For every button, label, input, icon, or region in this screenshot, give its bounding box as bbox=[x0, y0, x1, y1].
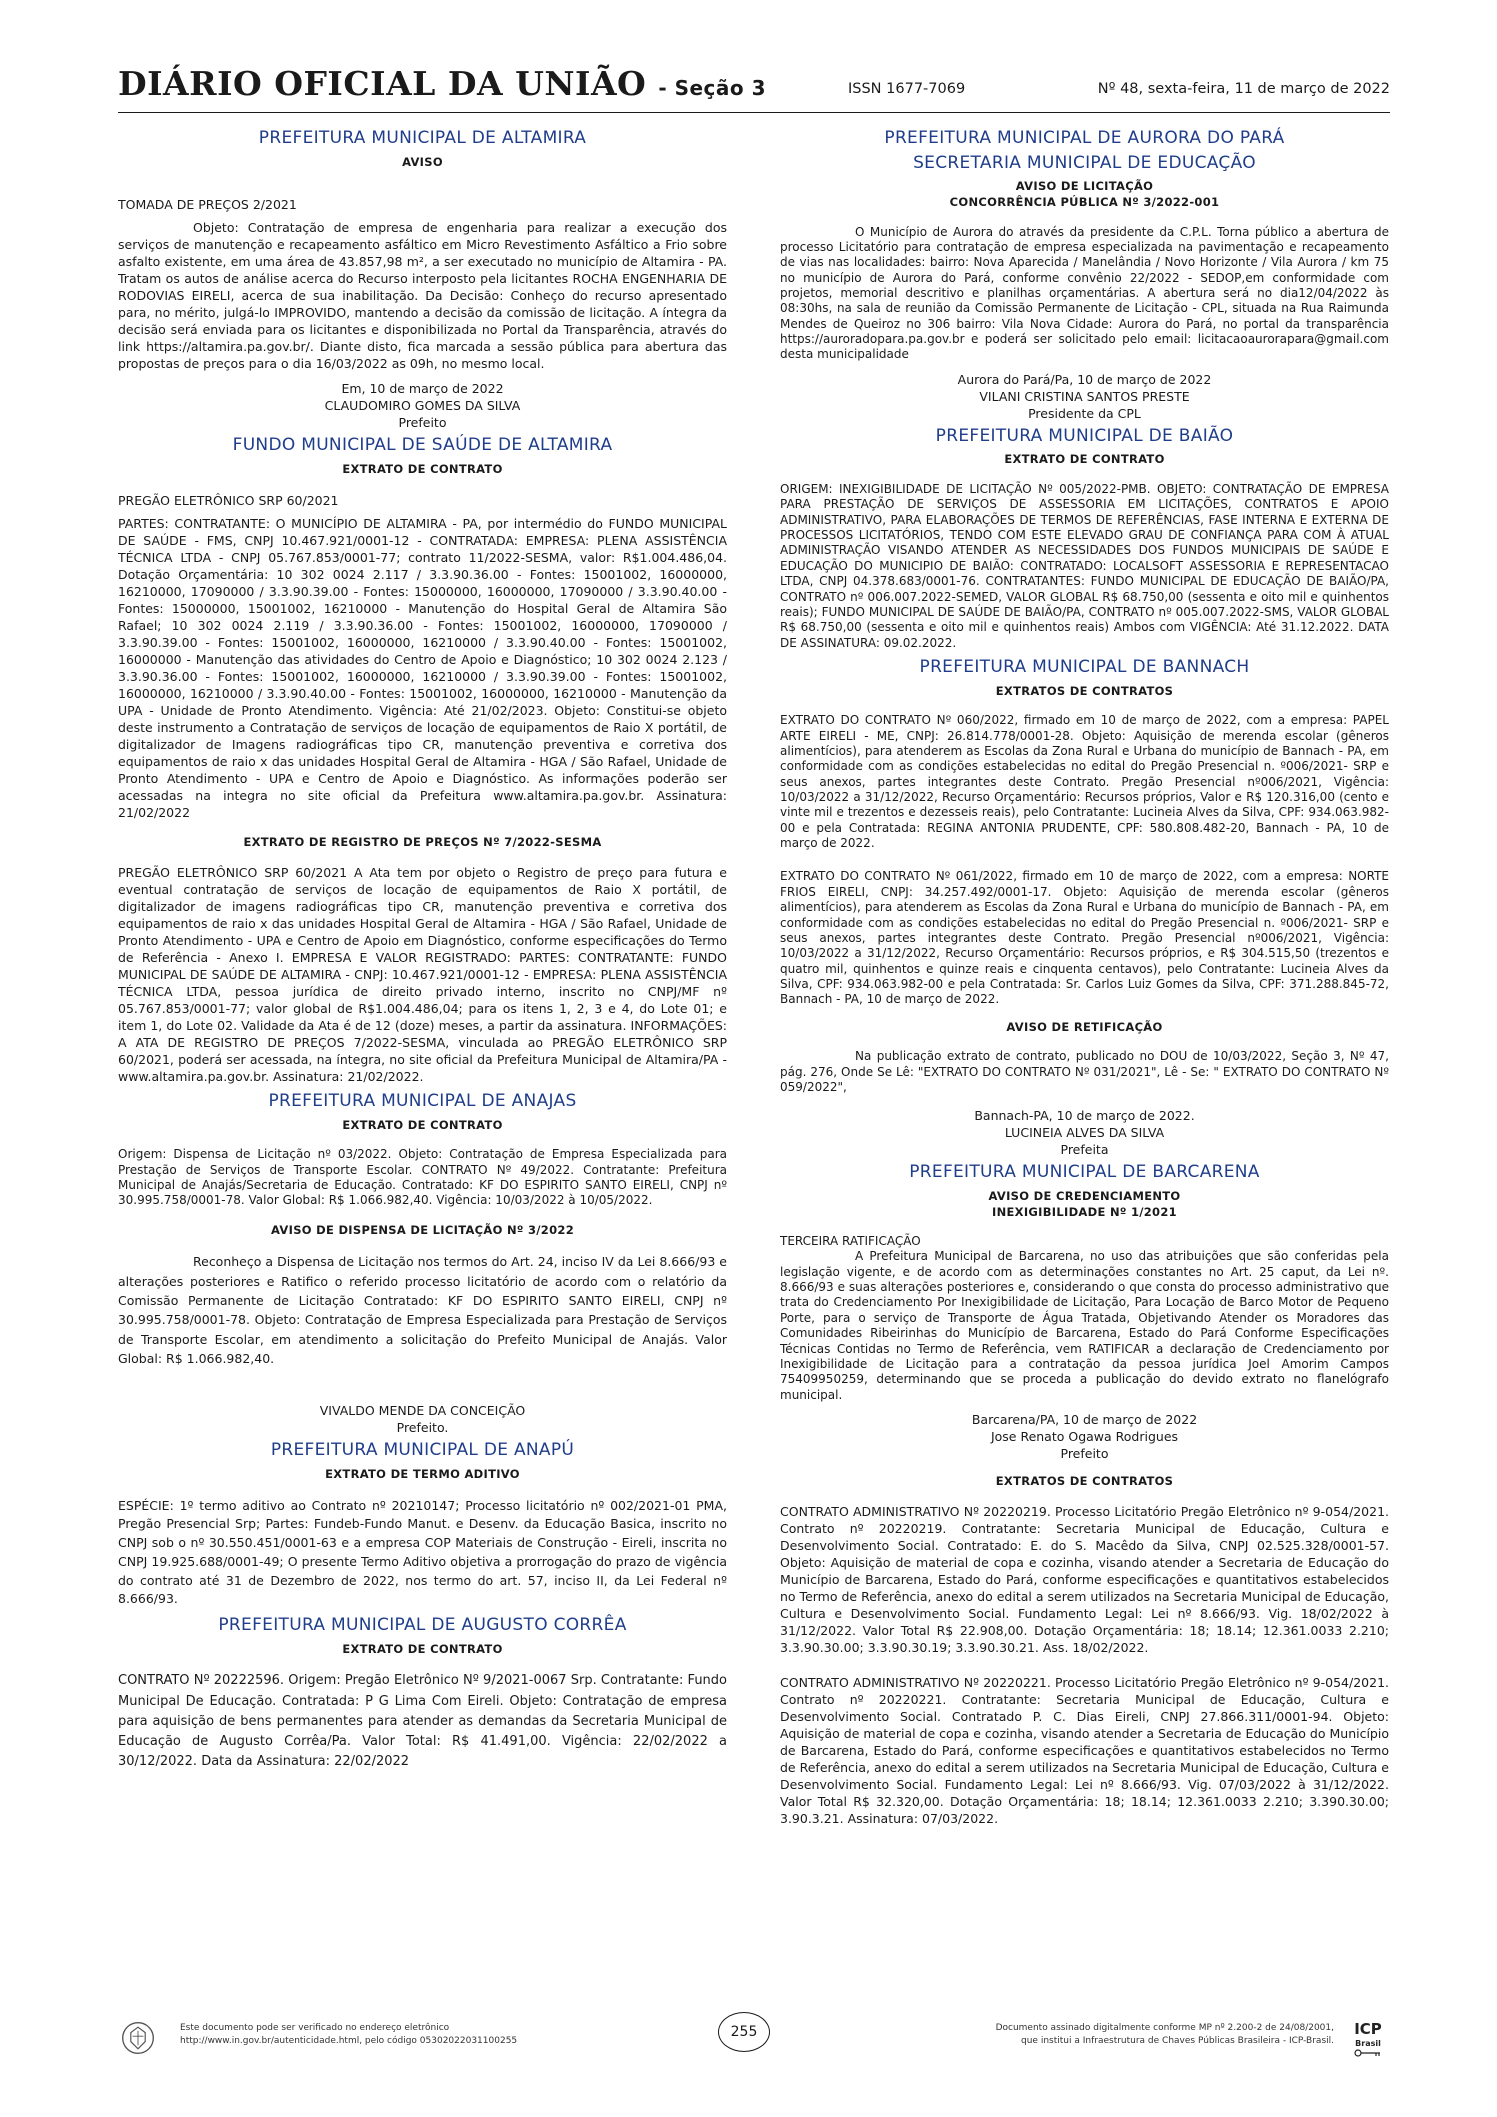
org-heading: PREFEITURA MUNICIPAL DE BAIÃO bbox=[935, 425, 1234, 446]
signature-block: VIVALDO MENDE DA CONCEIÇÃO Prefeito. bbox=[319, 1403, 526, 1436]
paragraph: TERCEIRA RATIFICAÇÃO bbox=[780, 1234, 921, 1249]
org-heading: PREFEITURA MUNICIPAL DE AUGUSTO CORRÊA bbox=[218, 1615, 627, 1636]
notice-subtitle: AVISO DE DISPENSA DE LICITAÇÃO Nº 3/2022 bbox=[271, 1222, 574, 1237]
notice-augusto-correa bbox=[118, 1615, 727, 1772]
right-column bbox=[780, 124, 1389, 1984]
page-footer bbox=[118, 2012, 1390, 2082]
org-heading: PREFEITURA MUNICIPAL DE ANAPÚ bbox=[270, 1440, 575, 1461]
notice-subtitle: EXTRATO DE CONTRATO bbox=[342, 1117, 503, 1132]
notice-subtitle: EXTRATO DE REGISTRO DE PREÇOS Nº 7/2022-SESMA bbox=[243, 834, 602, 849]
org-heading: PREFEITURA MUNICIPAL DE ANAJAS bbox=[268, 1091, 577, 1112]
notice-subtitle: AVISO DE RETIFICAÇÃO bbox=[1006, 1019, 1163, 1034]
notice-subtitle: AVISO bbox=[402, 154, 443, 169]
issue-date: Nº 48, sexta-feira, 11 de março de 2022 bbox=[1097, 81, 1390, 97]
notice-aurora-do-para bbox=[780, 128, 1389, 422]
notice-subtitle: CONCORRÊNCIA PÚBLICA Nº 3/2022-001 bbox=[949, 194, 1220, 209]
paragraph: CONTRATO ADMINISTRATIVO Nº 20220221. Processo Licitatório Pregão Eletrônico nº 9-054/2021. Contrato nº 20220221. Contratante: Secretaria Municipal de Educação, Cultura e Desenvolvimento Social. Contratado P. C. Dias Eireli, CNPJ 27.866.311/0001-94. Objeto: Aquisição de material de copa e cozinha, visando atender a Secretaria de Educação do Município de Barcarena, Estado do Pará, conforme especificações e quantitativos estabelecidos no Termo de Referência, anexo do edital a serem utilizados na Secretaria Municipal de Educação, Cultura e Desenvolvimento Social. Fundamento Legal: Lei nº 8.666/93. Vig. 07/03/2022 à 31/12/2022. Valor Total R$ 32.320,00. Dotação Orçamentária: 18; 18.14; 12.361.0033 2.210; 3.390.30.00; 3.90.3.21. Assinatura: 07/03/2022. bbox=[780, 1675, 1389, 1827]
org-heading: PREFEITURA MUNICIPAL DE ALTAMIRA bbox=[258, 128, 587, 148]
notice-subtitle: EXTRATO DE CONTRATO bbox=[342, 1641, 503, 1656]
notice-subtitle: AVISO DE LICITAÇÃO bbox=[1015, 179, 1154, 194]
paragraph: EXTRATO DO CONTRATO Nº 061/2022, firmado em 10 de março de 2022, com a empresa: NORTE FRIOS EIRELI, CNPJ: 34.257.492/0001-17. Objeto: Aquisição de merenda escolar (gêneros alimentícios), para atenderem as Escolas da Zona Rural e Urbana do município de Bannach - PA, em conformidade com as condições estabelecidas no edital do Pregão Presencial n. º006/2021- SRP e seus anexos, partes integrantes deste Contrato. Pregão Presencial nº006/2021, Vigência: 10/03/2022 a 31/12/2022, Recurso Orçamentário: Recursos próprios, e R$ 304.515,50 (trezentos e quatro mil, quinhentos e quinze reais e cinquenta centavos), pelo Contratante: Lucineia Alves da Silva, CPF: 934.063.982-00 e pela Contratada: Sr. Carlos Luiz Gomes da Silva, CPF: 371.288.845-72, Bannach - PA, 10 de março de 2022. bbox=[780, 869, 1389, 1007]
org-subheading: SECRETARIA MUNICIPAL DE EDUCAÇÃO bbox=[913, 152, 1256, 173]
notice-anapu bbox=[118, 1440, 727, 1609]
coat-of-arms-icon bbox=[120, 2020, 156, 2056]
header-rule bbox=[118, 112, 1390, 113]
icp-brasil-logo-icon bbox=[1346, 2016, 1390, 2060]
paragraph: PARTES: CONTRATANTE: O MUNICÍPIO DE ALTAMIRA - PA, por intermédio do FUNDO MUNICIPAL DE SAÚDE - FMS, CNPJ 10.467.921/0001-12 - CONTRATADA: EMPRESA: PLENA ASSISTÊNCIA TÉCNICA LTDA - CNPJ 05.767.853/0001-77; contrato 11/2022-SESMA, valor: R$1.004.486,04. Dotação Orçamentária: 10 302 0024 2.117 / 3.3.90.36.00 - Fontes: 15001002, 16000000, 16210000, 17090000 / 3.3.90.39.00 - Fontes: 15000000, 16000000, 17090000 / 3.3.90.40.00 - Fontes: 15000000, 15001002, 16210000 - Manutenção do Hospital Geral de Altamira São Rafael; 10 302 0024 2.119 / 3.3.90.36.00 - Fontes: 15001002, 16000000, 17090000 / 3.3.90.39.00 - Fontes: 15001002, 16000000, 16210000 / 3.3.90.40.00 - Fontes: 15001002, 16000000 - Manutenção das atividades do Centro de Apoio e Diagnóstico; 10 302 0024 2.123 / 3.3.90.36.00 - Fontes: 15001002, 16000000, 16210000 / 3.3.90.39.00 - Fontes: 15001002, 16000000, 16210000 / 3.3.90.40.00 - Fontes: 15001002, 16000000, 16210000 - Manutenção da UPA - Unidade de Pronto Atendimento. Vigência: Até 21/02/2023. Objeto: Constitui-se objeto deste instrumento a Contratação de serviços de locação de equipamentos de Raio X portátil, de digitalizador de Imagens radiográficas tipo CR, manutenção preventiva e corretiva dos equipamentos de raio x das unidades Hospital Geral de Altamira - HGA / São Rafael, Unidade de Pronto Atendimento - UPA e Centro de Apoio e Diagnóstico. As informações poderão ser acessadas na integra no site oficial da Prefeitura www.altamira.pa.gov.br. Assinatura: 21/02/2022 bbox=[118, 515, 727, 820]
verification-note: Este documento pode ser verificado no endereço eletrônico http://www.in.gov.br/autenticidade.html, pelo código 05302022031100255 bbox=[180, 2023, 518, 2047]
paragraph: PREGÃO ELETRÔNICO SRP 60/2021 A Ata tem por objeto o Registro de preço para futura e eventual contratação de serviços de locação de equipamentos de Raio X portátil, de digitalizador de imagens radiográficas tipo CR, manutenção preventiva e corretiva dos equipamentos de raio x das unidades Hospital Geral de Altamira - HGA / São Rafael, Unidade de Pronto Atendimento - UPA e Centro de Apoio em Diagnóstico, conforme especificações do Termo de Referência - Anexo I. EMPRESA E VALOR REGISTRADO: PARTES: CONTRATANTE: FUNDO MUNICIPAL DE SAÚDE DE ALTAMIRA - CNPJ: 10.467.921/0001-12 - EMPRESA: PLENA ASSISTÊNCIA TÉCNICA LTDA, pessoa jurídica de direito privado interno, inscrito no CNPJ/MF nº 05.767.853/0001-77; valor global de R$1.004.486,04; para os itens 1, 2, 3 e 4, do Lote 01; e item 1, do Lote 02. Validade da Ata é de 12 (doze) meses, a partir da assinatura. INFORMAÇÕES: A ATA DE REGISTRO DE PREÇOS 7/2022-SESMA, vinculada ao PREGÃO ELETRÔNICO SRP 60/2021, poderá ser acessada, na íntegra, no site oficial da Prefeitura Municipal de Altamira/PA - www.altamira.pa.gov.br. Assinatura: 21/02/2022. bbox=[118, 865, 727, 1085]
notice-fms-altamira bbox=[118, 435, 727, 1085]
signature-block: Barcarena/PA, 10 de março de 2022 Jose Renato Ogawa Rodrigues Prefeito bbox=[971, 1411, 1198, 1461]
org-heading: PREFEITURA MUNICIPAL DE AURORA DO PARÁ bbox=[884, 128, 1285, 148]
digital-signature-note: Documento assinado digitalmente conforme MP nº 2.200-2 de 24/08/2001, que institui a Infraestrutura de Chaves Públicas Brasileira - ICP-Brasil. bbox=[995, 2023, 1334, 2047]
notice-baiao bbox=[780, 426, 1389, 651]
org-heading: PREFEITURA MUNICIPAL DE BANNACH bbox=[919, 656, 1250, 677]
notice-subtitle: EXTRATO DE CONTRATO bbox=[1004, 452, 1165, 467]
signature-block: Bannach-PA, 10 de março de 2022. LUCINEIA ALVES DA SILVA Prefeita bbox=[974, 1108, 1195, 1158]
paragraph: ESPÉCIE: 1º termo aditivo ao Contrato nº 20210147; Processo licitatório nº 002/2021-01 PMA, Pregão Presencial Srp; Partes: Fundeb-Fundo Manut. e Desenv. da Educação Basica, inscrito no CNPJ sob o nº 30.550.451/0001-63 e a empresa COP Materiais de Construção - Eireli, inscrita no CNPJ 19.925.688/0001-49; O presente Termo Aditivo objetiva a prorrogação do prazo de vigência do contrato até 31 de Dezembro de 2022, nos termo do art. 57, inciso II, da Lei Federal nº 8.666/93. bbox=[118, 1497, 727, 1607]
notice-subtitle: EXTRATOS DE CONTRATOS bbox=[995, 683, 1174, 698]
svg-text:ICP: ICP bbox=[1354, 2020, 1382, 2038]
notice-subtitle: AVISO DE CREDENCIAMENTO bbox=[988, 1188, 1181, 1203]
notice-barcarena bbox=[780, 1162, 1389, 1827]
journal-title: DIÁRIO OFICIAL DA UNIÃO - Seção 3 bbox=[118, 64, 767, 103]
paragraph: TOMADA DE PREÇOS 2/2021 bbox=[118, 197, 297, 213]
svg-text:Brasil: Brasil bbox=[1355, 2039, 1381, 2048]
paragraph: Objeto: Contratação de empresa de engenharia para realizar a execução dos serviços de manutenção e recapeamento asfáltico em Micro Revestimento Asfáltico a Frio sobre asfalto existente, em uma área de 43.857,98 m², a ser executado no município de Altamira - PA. Tratam os autos de análise acerca do Recurso interposto pela licitantes ROCHA ENGENHARIA DE RODOVIAS EIRELI, acerca de sua inabilitação. Da Decisão: Conheço do recurso apresentado para, no mérito, julgá-lo IMPROVIDO, mantendo a decisão da comissão de licitação. A íntegra da decisão será enviada para os licitantes e disponibilizada no Portal da Transparência, através do link https://altamira.pa.gov.br/. Diante disto, fica marcada a sessão pública para abertura das propostas de preços para o dia 16/03/2022 as 09h, no mesmo local. bbox=[118, 220, 727, 372]
paragraph: EXTRATO DO CONTRATO Nº 060/2022, firmado em 10 de março de 2022, com a empresa: PAPEL ARTE EIRELI - ME, CNPJ: 26.814.778/0001-28. Objeto: Aquisição de merenda escolar (gêneros alimentícios), para atenderem as Escolas da Zona Rural e Urbana do município de Bannach - PA, em conformidade com as condições estabelecidas no edital do Pregão Presencial n. º006/2021- SRP e seus anexos, partes integrantes deste Contrato. Pregão Presencial nº006/2021, Vigência: 10/03/2022 a 31/12/2022, Recurso Orçamentário: Recursos próprios, Valor e R$ 120.316,00 (cento e vinte mil e trezentos e dezesseis reais), pelo Contratante: Lucineia Alves da Silva, CPF: 934.063.982-00 e pela Contratada: REGINA ANTONIA PRUDENTE, CPF: 580.808.482-20, Bannach - PA, 10 de março de 2022. bbox=[780, 713, 1389, 851]
paragraph: PREGÃO ELETRÔNICO SRP 60/2021 bbox=[118, 492, 339, 508]
paragraph: A Prefeitura Municipal de Barcarena, no uso das atribuições que são conferidas pela legislação vigente, e de acordo com as determinações constantes no Art. 25 caput, da Lei nº. 8.666/93 e suas alterações posteriores e, considerando o que consta do processo administrativo que trata do Credenciamento Por Inexigibilidade de Licitação, Para Locação de Barco Motor de Pequeno Porte, para o serviço de Transporte de Água Tratada, Objetivando Atender os Moradores das Comunidades Ribeirinhas do Município de Barcarena, Estado do Pará Conforme Especificações Técnicas Contidas no Termo de Referência, vem RATIFICAR a declaração de Credenciamento por Inexigibilidade de Licitação para a contratação da pessoa jurídica Joel Amorim Campos 75409950259, determinando que se proceda a publicação do devido extrato no flanelógrafo municipal. bbox=[780, 1249, 1389, 1402]
paragraph: O Município de Aurora do através da presidente da C.P.L. Torna público a abertura de processo Licitatório para contratação de empresa especializada na pavimentação e recapeamento de vias nas localidades: bairro: Nova Aparecida / Manelândia / Novo Horizonte / Vila Aurora / km 75 no município de Aurora do Pará, conforme convênio 22/2022 - SEDOP,em conformidade com projetos, memorial descritivo e planilhas orçamentárias. A abertura será no dia12/04/2022 às 08:30hs, na sala de reunião da Comissão Permanente de Licitação - CPL, situada na Rua Raimunda Mendes de Queiroz no 306 bairro: Vila Nova Cidade: Aurora do Pará, no portal da transparência https://auroradopara.pa.gov.br e poderá ser solicitado pelo email: licitacaoaurorapara@gmail.com desta municipalidade bbox=[780, 224, 1389, 362]
paragraph: Reconheço a Dispensa de Licitação nos termos do Art. 24, inciso IV da Lei 8.666/93 e alterações posteriores e Ratifico o referido processo licitatório de acordo com o relatório da Comissão Permanente de Licitação Contratado: KF DO ESPIRITO SANTO EIRELI, CNPJ nº 30.995.758/0001-78. Objeto: Contratação de Empresa Especializada para Prestação de Serviços de Transporte Escolar, em atendimento a solicitação do Prefeito Municipal de Anajás. Valor Global: R$ 1.066.982,40. bbox=[118, 1254, 727, 1367]
org-heading: PREFEITURA MUNICIPAL DE BARCARENA bbox=[909, 1162, 1260, 1183]
paragraph: Origem: Dispensa de Licitação nº 03/2022. Objeto: Contratação de Empresa Especializada para Prestação de Serviços de Transporte Escolar. CONTRATO Nº 49/2022. Contratante: Prefeitura Municipal de Anajás/Secretaria de Educação. Contratado: KF DO ESPIRITO SANTO EIRELI, CNPJ nº 30.995.758/0001-78. Valor Global: R$ 1.066.982,40. Vigência: 10/03/2022 à 10/05/2022. bbox=[118, 1147, 727, 1208]
masthead bbox=[118, 62, 1390, 114]
section-label: - Seção 3 bbox=[658, 76, 767, 100]
notice-bannach bbox=[780, 657, 1389, 1158]
issn: ISSN 1677-7069 bbox=[848, 81, 966, 97]
signature-block: Aurora do Pará/Pa, 10 de março de 2022 VILANI CRISTINA SANTOS PRESTE Presidente da CPL bbox=[957, 371, 1212, 421]
org-heading: FUNDO MUNICIPAL DE SAÚDE DE ALTAMIRA bbox=[232, 435, 613, 456]
notice-anajas bbox=[118, 1091, 727, 1436]
left-column bbox=[118, 124, 727, 1984]
notice-subtitle: EXTRATOS DE CONTRATOS bbox=[995, 1473, 1174, 1488]
page-number: 255 bbox=[718, 2012, 770, 2052]
notice-subtitle: INEXIGIBILIDADE Nº 1/2021 bbox=[992, 1204, 1177, 1219]
paragraph: CONTRATO Nº 20222596. Origem: Pregão Eletrônico Nº 9/2021-0067 Srp. Contratante: Fundo Municipal De Educação. Contratada: P G Lima Com Eireli. Objeto: Contratação de empresa para aquisição de bens permanentes para atender as demandas da Secretaria Municipal de Educação de Augusto Corrêa/Pa. Valor Total: R$ 41.491,00. Vigência: 22/02/2022 a 30/12/2022. Data da Assinatura: 22/02/2022 bbox=[118, 1673, 727, 1770]
paragraph: Na publicação extrato de contrato, publicado no DOU de 10/03/2022, Seção 3, Nº 47, pág. 276, Onde Se Lê: "EXTRATO DO CONTRATO Nº 031/2021", Lê - Se: " EXTRATO DO CONTRATO Nº 059/2022", bbox=[780, 1049, 1389, 1094]
notice-subtitle: EXTRATO DE TERMO ADITIVO bbox=[325, 1467, 520, 1482]
notice-altamira bbox=[118, 128, 727, 431]
paragraph: CONTRATO ADMINISTRATIVO Nº 20220219. Processo Licitatório Pregão Eletrônico nº 9-054/2021. Contrato nº 20220219. Contratante: Secretaria Municipal de Educação, Cultura e Desenvolvimento Social. Contratado: E. do S. Macêdo da Silva, CNPJ 02.525.328/0001-57. Objeto: Aquisição de material de copa e cozinha, visando atender a Secretaria de Educação do Município de Barcarena, Estado do Pará, conforme especificações e quantitativos estabelecidos no Termo de Referência, anexo do edital a serem utilizados na Secretaria Municipal de Educação, Cultura e Desenvolvimento Social. Fundamento Legal: Lei nº 8.666/93. Vig. 18/02/2022 à 31/12/2022. Valor Total R$ 22.908,00. Dotação Orçamentária: 18; 18.14; 12.361.0033 2.210; 3.3.90.30.00; 3.3.90.30.19; 3.3.90.30.21. Ass. 18/02/2022. bbox=[780, 1504, 1389, 1656]
paragraph: ORIGEM: INEXIGIBILIDADE DE LICITAÇÃO Nº 005/2022-PMB. OBJETO: CONTRATAÇÃO DE EMPRESA PARA PRESTAÇÃO DE SERVIÇOS DE ASSESSORIA EM LICITAÇÕES, CONTRATOS E APOIO ADMINISTRATIVO, PARA ELABORAÇÕES DE TERMOS DE REFERÊNCIAS, FASE INTERNA E EXTERNA DE PROCESSOS LICITATÓRIOS, TENDO COM ESTE ELEVADO GRAU DE CONFIANÇA PARA COM À ATUAL ADMINISTRAÇÃO VISANDO ATENDER AS NECESSIDADES DOS FUNDOS MUNICIPAIS DE SAÚDE E EDUCAÇÃO DO MUNICIPIO DE BAIÃO: CONTRATADO: LOCALSOFT ASSESSORIA E REPRESENTACAO LTDA, CNPJ 04.378.683/0001-76. CONTRATANTES: FUNDO MUNICIPAL DE EDUCAÇÃO DE BAIÃO/PA, CONTRATO nº 006.007.2022-SEMED, VALOR GLOBAL R$ 68.750,00 (sessenta e oito mil e quinhentos reais); FUNDO MUNICIPAL DE SAÚDE DE BAIÃO/PA, CONTRATO nº 005.007.2022-SMS, VALOR GLOBAL R$ 68.750,00 (sessenta e oito mil e quinhentos reais) Ambos com VIGÊNCIA: Até 31.12.2022. DATA DE ASSINATURA: 09.02.2022. bbox=[780, 481, 1389, 650]
signature-block: Em, 10 de março de 2022 CLAUDOMIRO GOMES DA SILVA Prefeito bbox=[324, 381, 521, 431]
notice-subtitle: EXTRATO DE CONTRATO bbox=[342, 461, 503, 476]
